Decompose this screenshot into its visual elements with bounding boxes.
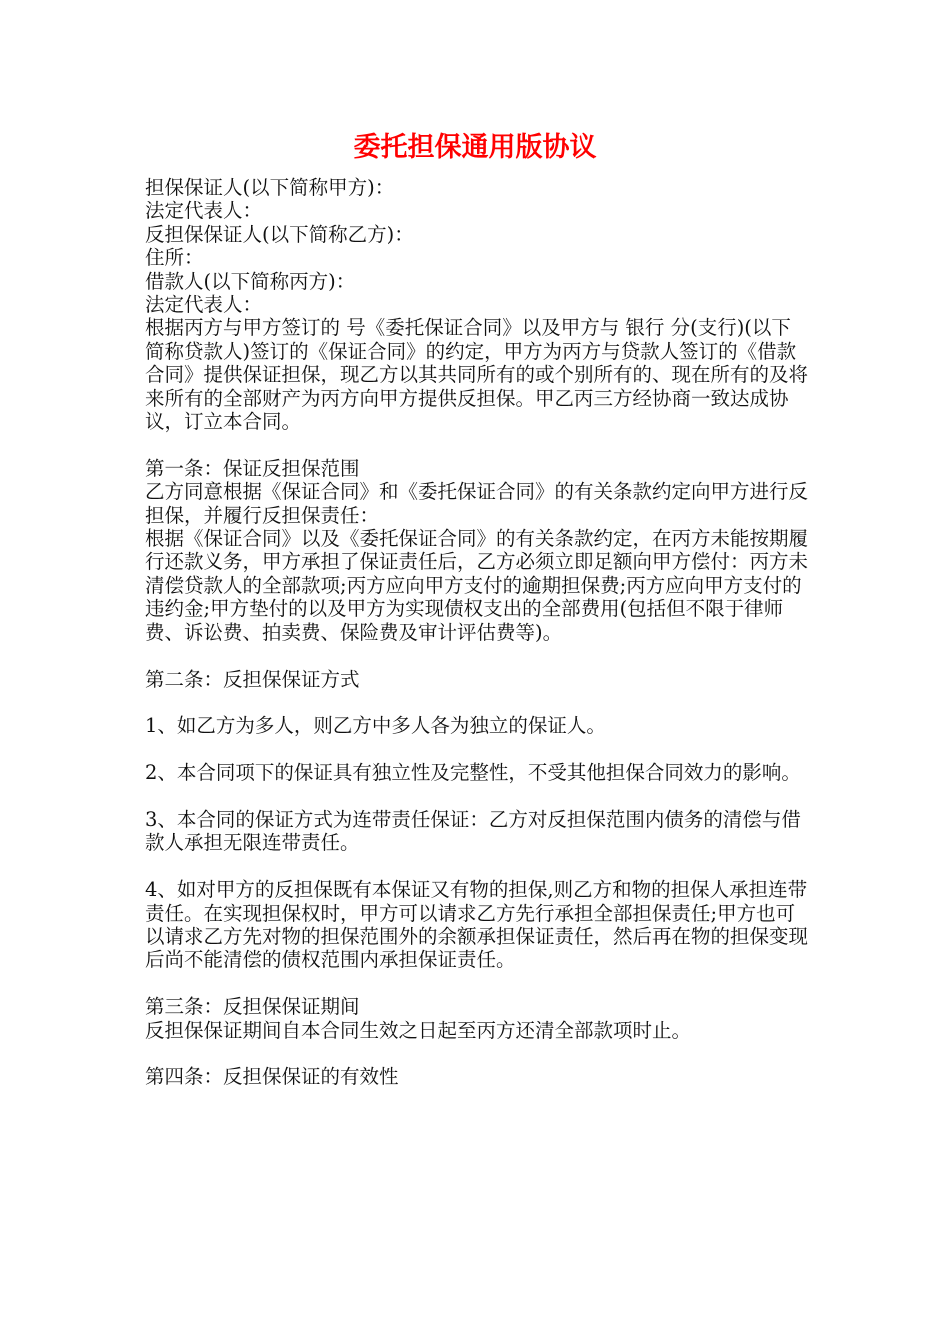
party-guarantor: 担保保证人(以下简称甲方)： <box>145 176 395 199</box>
party-borrower: 借款人(以下简称丙方)： <box>145 269 356 293</box>
document-body <box>145 176 810 1089</box>
article2-item-1: 1、如乙方为多人，则乙方中多人各为独立的保证人。 <box>145 714 606 738</box>
article2-heading: 第二条：反担保保证方式 <box>145 667 360 691</box>
preamble-paragraph: 根据丙方与甲方签订的 号《委托保证合同》以及甲方与 银行 分(支行)(以下简称贷款人)签订的《保证合同》的约定，甲方为丙方与贷款人签订的《借款合同》提供保证担保，现乙方以其共同所有的或个别所有的、现在所有的及将来所有的全部财产为丙方向甲方提供反担保。甲乙丙三方经协商一致达成协议，订立本合同。 <box>145 316 809 434</box>
article2-item-3: 3、本合同的保证方式为连带责任保证：乙方对反担保范围内债务的清偿与借款人承担无限连带责任。 <box>145 807 801 855</box>
article3-paragraph-1: 反担保保证期间自本合同生效之日起至丙方还清全部款项时止。 <box>145 1018 692 1042</box>
spacer <box>145 691 810 714</box>
spacer <box>145 644 810 667</box>
spacer <box>145 785 810 808</box>
article3-heading: 第三条：反担保保证期间 <box>145 995 360 1019</box>
party-counter-guarantor: 反担保保证人(以下简称乙方)： <box>145 222 414 246</box>
article1-paragraph-1: 乙方同意根据《保证合同》和《委托保证合同》的有关条款约定向甲方进行反担保，并履行反担保责任： <box>145 480 809 527</box>
party-address: 住所： <box>145 246 204 270</box>
spacer <box>145 433 810 456</box>
party-guarantor-rep: 法定代表人： <box>145 199 263 223</box>
document-title: 委托担保通用版协议 <box>353 132 597 163</box>
party-borrower-rep: 法定代表人： <box>145 293 263 317</box>
article1-paragraph-2: 根据《保证合同》以及《委托保证合同》的有关条款约定，在丙方未能按期履行还款义务，甲方承担了保证责任后，乙方必须立即足额向甲方偿付：丙方未清偿贷款人的全部款项;丙方应向甲方支付的逾期担保费;丙方应向甲方支付的违约金;甲方垫付的以及甲方为实现债权支出的全部费用(包括但不限于律师费、诉讼费、拍卖费、保险费及审计评估费等)。 <box>145 527 809 644</box>
spacer <box>145 855 810 878</box>
article2-item-4: 4、如对甲方的反担保既有本保证又有物的担保,则乙方和物的担保人承担连带责任。在实现担保权时，甲方可以请求乙方先行承担全部担保责任;甲方也可以请求乙方先对物的担保范围外的余额承担保证责任，然后再在物的担保变现后尚不能清偿的债权范围内承担保证责任。 <box>145 878 809 972</box>
article1-heading: 第一条：保证反担保范围 <box>145 456 360 480</box>
spacer <box>145 738 810 761</box>
spacer <box>145 972 810 995</box>
article2-item-2: 2、本合同项下的保证具有独立性及完整性，不受其他担保合同效力的影响。 <box>145 761 801 785</box>
spacer <box>145 1042 810 1065</box>
article4-heading: 第四条：反担保保证的有效性 <box>145 1065 399 1089</box>
